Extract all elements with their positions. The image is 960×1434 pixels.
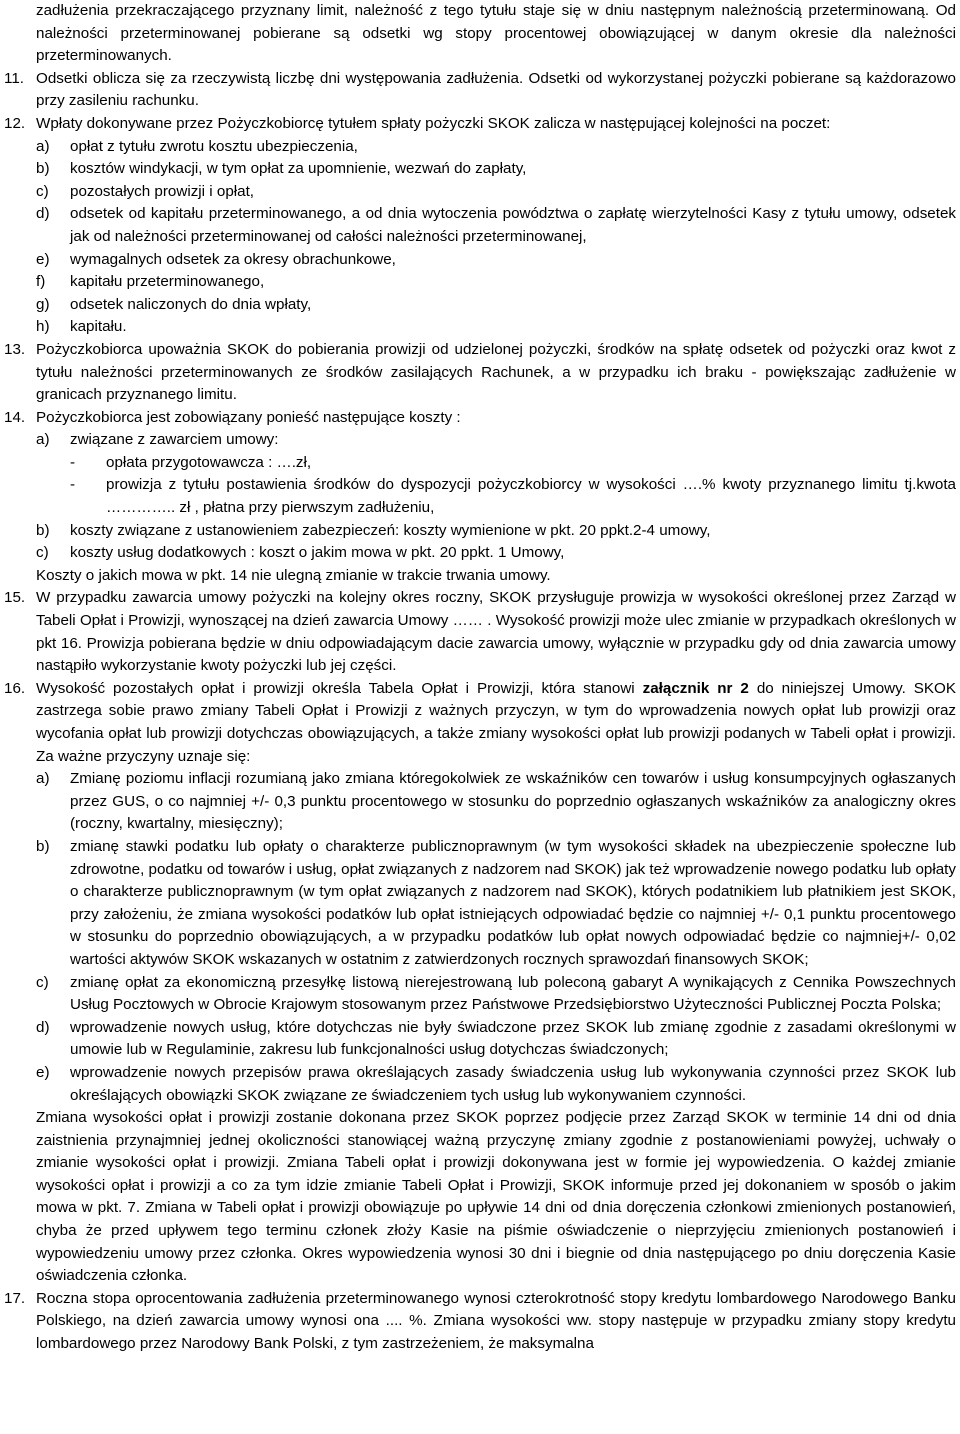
list-marker: d) xyxy=(36,205,50,223)
list-marker: a) xyxy=(36,431,50,449)
list-item-text: kapitału. xyxy=(70,318,127,336)
section-text-part: do niniejszej Umowy. SKOK zastrzega sobie prawo zmiany Tabeli Opłat i Prowizji z ważnych przyczyn, w tym do wprowadzenia nowych opłat lub prowizji oraz wycofania opłat lub prowizji dotychczas obowiązujących, a także zmiany wysokości opłat lub prowizji podanych w Tabeli opłat i prowizji. Za ważne przyczyny uznaje się: xyxy=(36,679,956,765)
list-item-text: koszty związane z ustanowieniem zabezpieczeń: koszty wymienione w pkt. 20 ppkt.2-4 umowy, xyxy=(70,521,711,539)
list-marker: e) xyxy=(36,250,50,268)
list-marker: c) xyxy=(36,182,49,200)
list-item xyxy=(36,158,956,181)
list-item-text: wprowadzenie nowych usług, które dotychczas nie były świadczone przez SKOK lub zmianę zgodnie z zasadami określonymi w umowie lub w Regulaminie, zakresu lub funkcjonalności usług dotychczas świadczonych; xyxy=(70,1018,956,1059)
section-17 xyxy=(4,1288,956,1356)
list-marker: h) xyxy=(36,318,50,336)
section-text: Roczna stopa oprocentowania zadłużenia przeterminowanego wynosi czterokrotność stopy kredytu lombardowego Narodowego Banku Polskiego, na dzień zawarcia umowy wynosi ona .... %. Zmiana wysokości ww. stopy następuje w przypadku zmiany stopy kredytu lombardowego przez Narodowy Bank Polski, z tym zastrzeżeniem, że maksymalna xyxy=(36,1289,956,1353)
section-text: W przypadku zawarcia umowy pożyczki na kolejny okres roczny, SKOK przysługuje prowizja w wysokości określonej przez Zarząd w Tabeli Opłat i Prowizji, wynoszącej na dzień zawarcia Umowy …… . Wysokość prowizji może ulec zmianie w przypadkach określonych w pkt 16. Prowizja pobierana będzie w dniu odpowiadającym dacie zawarcia umowy, wyłącznie w przypadku gdy od dnia zawarcia umowy nastąpiło wykorzystanie kwoty pożyczki lub jej części. xyxy=(36,589,956,675)
section-number: 13. xyxy=(4,340,26,358)
list-item xyxy=(36,972,956,1017)
list-item-text: kosztów windykacji, w tym opłat za upomnienie, wezwań do zapłaty, xyxy=(70,160,527,178)
list-item-text: wymagalnych odsetek za okresy obrachunkowe, xyxy=(70,250,396,268)
list-item-text: Zmianę poziomu inflacji rozumianą jako zmiana któregokolwiek ze wskaźników cen towarów i usług konsumpcyjnych ogłaszanych przez GUS, o co najmniej +/- 0,3 punktu procentowego w stosunku do poprzednio ogłaszanych wskaźników za analogiczny okres (roczny, kwartalny, miesięczny); xyxy=(70,770,956,833)
list-item-text: zmianę opłat za ekonomiczną przesyłkę listową nierejestrowaną lub poleconą gabaryt A wynikających z Cennika Powszechnych Usług Pocztowych w Obrocie Krajowym stosowanym przez Państwowe Przedsiębiorstwo Użyteczności Publicznej Poczta Polska; xyxy=(70,973,956,1014)
section-number: 12. xyxy=(4,114,26,132)
section-closing-text: Koszty o jakich mowa w pkt. 14 nie ulegną zmianie w trakcie trwania umowy. xyxy=(36,566,551,584)
dash-marker: - xyxy=(70,453,76,471)
section-number: 11. xyxy=(4,69,24,87)
list-item-text: zmianę stawki podatku lub opłaty o charakterze publicznoprawnym (w tym wysokości składek na ubezpieczenie społeczne lub zdrowotne, podatku od towarów i usług, opłat związanych z nadzorem nad SKOK) jak też wprowadzenie nowego podatku lub opłaty o charakterze publicznoprawnym (w tym opłat związanych z nadzorem nad SKOK), których podatnikiem lub płatnikiem jest SKOK, przy założeniu, że zmiana wysokości podatków lub opłat istniejących odpowiadać będzie co najmniej +/- 0,1 punktu procentowego w stosunku do poprzednio obowiązujących, a w przypadku podatków lub opłat nowych odpowiadać będzie co najmniej+/- 0,02 wartości aktywów SKOK wskazanych w ostatnim z zatwierdzonych rocznych sprawozdań finansowych SKOK; xyxy=(70,837,956,968)
list-item-text: związane z zawarciem umowy: xyxy=(70,431,279,449)
section-13 xyxy=(4,339,956,407)
list-item xyxy=(36,1062,956,1107)
list-marker: b) xyxy=(36,837,50,855)
intro-paragraph: zadłużenia przekraczającego przyznany limit, należność z tego tytułu staje się w dniu następnym należnością przeterminowaną. Od należności przeterminowanej pobierane są odsetki wg stopy procentowej obowiązującej w danym okresie dla należności przeterminowanych. xyxy=(36,2,956,65)
list-item xyxy=(36,181,956,204)
list-marker: g) xyxy=(36,295,50,313)
list-marker: b) xyxy=(36,160,50,178)
list-item xyxy=(36,203,956,248)
list-item-text: kapitału przeterminowanego, xyxy=(70,273,265,291)
list-item xyxy=(36,316,956,339)
list-item xyxy=(36,429,956,452)
section-text: Pożyczkobiorca jest zobowiązany ponieść następujące koszty : xyxy=(36,408,461,426)
list-item xyxy=(36,836,956,972)
section-text xyxy=(36,678,956,768)
list-item-text: opłat z tytułu zwrotu kosztu ubezpieczenia, xyxy=(70,137,358,155)
list-item-text: wprowadzenie nowych przepisów prawa określających zasady świadczenia usług lub wykonywania czynności przez SKOK lub określających obowiązki SKOK związane ze świadczeniem tych usług lub wykonywaniem czynności. xyxy=(70,1063,956,1104)
dash-item-text: prowizja z tytułu postawienia środków do dyspozycji pożyczkobiorcy w wysokości ….% kwoty przyznanego limitu tj.kwota ………….. zł , płatna przy pierwszym zadłużeniu, xyxy=(106,476,956,517)
list-item xyxy=(36,271,956,294)
list-marker: c) xyxy=(36,973,49,991)
section-text: Odsetki oblicza się za rzeczywistą liczbę dni występowania zadłużenia. Odsetki od wykorzystanej pożyczki pobierane są każdorazowo przy zasileniu rachunku. xyxy=(36,69,956,110)
list-marker: d) xyxy=(36,1018,50,1036)
list-item xyxy=(36,136,956,159)
section-14 xyxy=(4,407,956,588)
dash-item xyxy=(36,474,956,519)
section-closing-text: Zmiana wysokości opłat i prowizji zostanie dokonana przez SKOK poprzez podjęcie przez Zarząd SKOK w terminie 14 dni od dnia zaistnienia przynajmniej jednej okoliczności stanowiącej ważną przyczynę zmiany zgodnie z postanowieniami powyżej, uchwały o zmianie wysokości opłat i prowizji. Zmiana Tabeli opłat i prowizji dokonywana jest w formie jej wypowiedzenia. O każdej zmianie wysokości opłat i prowizji a co za tym idzie zmianie Tabeli Opłat i Prowizji, SKOK informuje przed jej dokonaniem w sposób o jakim mowa w pkt. 7. Zmiana w Tabeli opłat i prowizji obowiązuje po upływie 14 dni od dnia doręczenia członkowi zmienionych postanowień, chyba że przed upływem tego terminu członek złoży Kasie na piśmie oświadczenie o nieprzyjęciu zmienionych postanowień i wypowiedzeniu umowy przez członka. Okres wypowiedzenia wynosi 30 dni i biegnie od dnia następującego po dniu doręczenia Kasie oświadczenia członka. xyxy=(36,1109,956,1285)
list-marker: c) xyxy=(36,544,49,562)
attachment-reference: załącznik nr 2 xyxy=(642,679,749,697)
list-item xyxy=(36,768,956,836)
list-item-text: koszty usług dodatkowych : koszt o jakim mowa w pkt. 20 ppkt. 1 Umowy, xyxy=(70,544,565,562)
section-16 xyxy=(4,678,956,1288)
list-marker: a) xyxy=(36,770,50,788)
list-marker: f) xyxy=(36,273,46,291)
list-item xyxy=(36,520,956,543)
list-item xyxy=(36,1017,956,1062)
section-number: 14. xyxy=(4,408,26,426)
dash-item-text: opłata przygotowawcza : ….zł, xyxy=(106,453,312,471)
list-item-text: odsetek naliczonych do dnia wpłaty, xyxy=(70,295,312,313)
section-number: 15. xyxy=(4,589,26,607)
list-item xyxy=(36,294,956,317)
list-item xyxy=(36,542,956,565)
list-item xyxy=(36,249,956,272)
list-marker: e) xyxy=(36,1063,50,1081)
list-marker: b) xyxy=(36,521,50,539)
section-15 xyxy=(4,587,956,677)
section-text: Wpłaty dokonywane przez Pożyczkobiorcę tytułem spłaty pożyczki SKOK zalicza w następującej kolejności na poczet: xyxy=(36,114,831,132)
section-number: 17. xyxy=(4,1289,26,1307)
list-marker: a) xyxy=(36,137,50,155)
section-number: 16. xyxy=(4,679,26,697)
dash-item xyxy=(36,452,956,475)
list-item-text: odsetek od kapitału przeterminowanego, a od dnia wytoczenia powództwa o zapłatę wierzytelności Kasy z tytułu umowy, odsetek jak od należności przeterminowanej od całości należności przeterminowanej, xyxy=(70,205,956,245)
dash-marker: - xyxy=(70,476,76,494)
section-11 xyxy=(4,68,956,113)
section-text: Pożyczkobiorca upoważnia SKOK do pobierania prowizji od udzielonej pożyczki, środków na spłatę odsetek od pożyczki oraz kwot z tytułu należności przeterminowanych ze środków zasilających Rachunek, a w przypadku ich braku - powiększając zadłużenie w granicach przyznanego limitu. xyxy=(36,340,956,404)
list-item-text: pozostałych prowizji i opłat, xyxy=(70,182,255,200)
section-text-part: Wysokość pozostałych opłat i prowizji określa Tabela Opłat i Prowizji, która stanowi xyxy=(36,679,643,697)
section-12 xyxy=(4,113,956,339)
